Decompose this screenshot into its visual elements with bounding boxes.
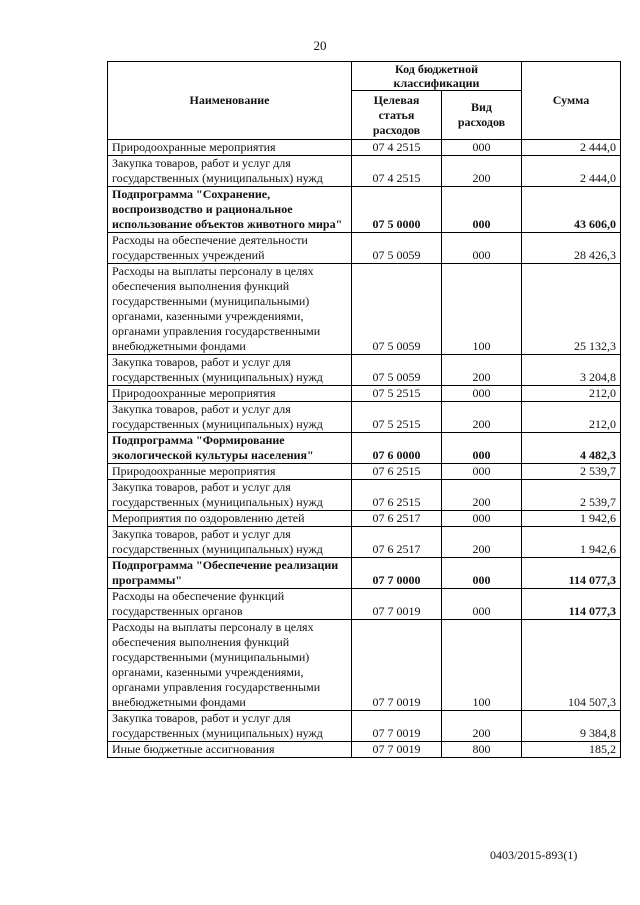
row-name-cell: Расходы на обеспечение функций государственных органов: [108, 589, 352, 620]
row-sum-cell: 3 204,8: [522, 355, 621, 386]
row-expense-type-cell: 000: [442, 589, 522, 620]
row-target-article-cell: 07 7 0019: [352, 620, 442, 711]
table-row: [108, 480, 621, 511]
row-expense-type-cell: 000: [442, 140, 522, 156]
table-row: [108, 433, 621, 464]
budget-table: [107, 61, 621, 758]
row-name-cell: Природоохранные мероприятия: [108, 464, 352, 480]
header-name: Наименование: [108, 62, 352, 140]
row-sum-cell: 2 444,0: [522, 156, 621, 187]
row-sum-cell: 212,0: [522, 386, 621, 402]
row-sum-cell: 2 539,7: [522, 480, 621, 511]
table-row: [108, 558, 621, 589]
row-sum-cell: 2 539,7: [522, 464, 621, 480]
row-expense-type-cell: 200: [442, 711, 522, 742]
table-row: [108, 402, 621, 433]
row-name-cell: Закупка товаров, работ и услуг для государственных (муниципальных) нужд: [108, 480, 352, 511]
row-expense-type-cell: 000: [442, 433, 522, 464]
page-number: 20: [313, 38, 327, 53]
table-row: [108, 140, 621, 156]
header-sum: Сумма: [522, 62, 621, 140]
row-name-cell: Закупка товаров, работ и услуг для государственных (муниципальных) нужд: [108, 711, 352, 742]
row-expense-type-cell: 800: [442, 742, 522, 758]
header-target-article: Целевая статья расходов: [352, 91, 442, 140]
row-sum-cell: 114 077,3: [522, 558, 621, 589]
row-target-article-cell: 07 4 2515: [352, 156, 442, 187]
row-sum-cell: 43 606,0: [522, 187, 621, 233]
row-sum-cell: 25 132,3: [522, 264, 621, 355]
row-target-article-cell: 07 5 0000: [352, 187, 442, 233]
table-row: [108, 464, 621, 480]
row-sum-cell: 1 942,6: [522, 511, 621, 527]
row-name-cell: Закупка товаров, работ и услуг для государственных (муниципальных) нужд: [108, 156, 352, 187]
row-target-article-cell: 07 7 0019: [352, 742, 442, 758]
document-code: 0403/2015-893(1): [490, 848, 578, 862]
row-sum-cell: 2 444,0: [522, 140, 621, 156]
row-name-cell: Закупка товаров, работ и услуг для государственных (муниципальных) нужд: [108, 402, 352, 433]
row-expense-type-cell: 200: [442, 527, 522, 558]
row-expense-type-cell: 100: [442, 264, 522, 355]
table-row: [108, 187, 621, 233]
row-target-article-cell: 07 5 0059: [352, 264, 442, 355]
row-name-cell: Расходы на выплаты персоналу в целях обеспечения выполнения функций государственными (муниципальными) органами, казенными учреждениями, органами управления государственными внебюджетными фондами: [108, 620, 352, 711]
table-row: [108, 156, 621, 187]
row-target-article-cell: 07 4 2515: [352, 140, 442, 156]
table-row: [108, 620, 621, 711]
row-expense-type-cell: 100: [442, 620, 522, 711]
header-classification: Код бюджетной классификации: [352, 62, 522, 91]
table-row: [108, 355, 621, 386]
row-expense-type-cell: 200: [442, 402, 522, 433]
row-target-article-cell: 07 6 2515: [352, 480, 442, 511]
row-name-cell: Природоохранные мероприятия: [108, 386, 352, 402]
header-expense-type: Вид расходов: [442, 91, 522, 140]
row-expense-type-cell: 200: [442, 480, 522, 511]
row-sum-cell: 28 426,3: [522, 233, 621, 264]
row-name-cell: Иные бюджетные ассигнования: [108, 742, 352, 758]
table-header: [108, 62, 621, 140]
row-name-cell: Расходы на выплаты персоналу в целях обеспечения выполнения функций государственными (муниципальными) органами, казенными учреждениями, органами управления государственными внебюджетными фондами: [108, 264, 352, 355]
row-target-article-cell: 07 5 0059: [352, 355, 442, 386]
row-target-article-cell: 07 5 0059: [352, 233, 442, 264]
table-row: [108, 233, 621, 264]
row-target-article-cell: 07 5 2515: [352, 402, 442, 433]
table-body: [108, 140, 621, 758]
row-target-article-cell: 07 5 2515: [352, 386, 442, 402]
row-target-article-cell: 07 6 2517: [352, 511, 442, 527]
row-target-article-cell: 07 6 2517: [352, 527, 442, 558]
row-sum-cell: 4 482,3: [522, 433, 621, 464]
row-sum-cell: 1 942,6: [522, 527, 621, 558]
row-name-cell: Закупка товаров, работ и услуг для государственных (муниципальных) нужд: [108, 355, 352, 386]
row-name-cell: Расходы на обеспечение деятельности государственных учреждений: [108, 233, 352, 264]
row-expense-type-cell: 000: [442, 187, 522, 233]
table-row: [108, 386, 621, 402]
row-expense-type-cell: 000: [442, 386, 522, 402]
table-row: [108, 511, 621, 527]
table-row: [108, 527, 621, 558]
row-target-article-cell: 07 6 0000: [352, 433, 442, 464]
row-sum-cell: 104 507,3: [522, 620, 621, 711]
row-sum-cell: 185,2: [522, 742, 621, 758]
table-row: [108, 711, 621, 742]
row-target-article-cell: 07 7 0019: [352, 589, 442, 620]
table-row: [108, 264, 621, 355]
row-target-article-cell: 07 6 2515: [352, 464, 442, 480]
row-target-article-cell: 07 7 0019: [352, 711, 442, 742]
row-name-cell: Мероприятия по оздоровлению детей: [108, 511, 352, 527]
row-sum-cell: 114 077,3: [522, 589, 621, 620]
row-target-article-cell: 07 7 0000: [352, 558, 442, 589]
row-expense-type-cell: 000: [442, 511, 522, 527]
row-expense-type-cell: 000: [442, 558, 522, 589]
row-expense-type-cell: 000: [442, 233, 522, 264]
row-expense-type-cell: 000: [442, 464, 522, 480]
row-sum-cell: 9 384,8: [522, 711, 621, 742]
row-name-cell: Подпрограмма "Формирование экологической культуры населения": [108, 433, 352, 464]
row-name-cell: Природоохранные мероприятия: [108, 140, 352, 156]
row-expense-type-cell: 200: [442, 355, 522, 386]
row-sum-cell: 212,0: [522, 402, 621, 433]
table-row: [108, 589, 621, 620]
row-name-cell: Подпрограмма "Обеспечение реализации программы": [108, 558, 352, 589]
row-name-cell: Подпрограмма "Сохранение, воспроизводство и рациональное использование объектов животного мира": [108, 187, 352, 233]
row-expense-type-cell: 200: [442, 156, 522, 187]
row-name-cell: Закупка товаров, работ и услуг для государственных (муниципальных) нужд: [108, 527, 352, 558]
table-row: [108, 742, 621, 758]
